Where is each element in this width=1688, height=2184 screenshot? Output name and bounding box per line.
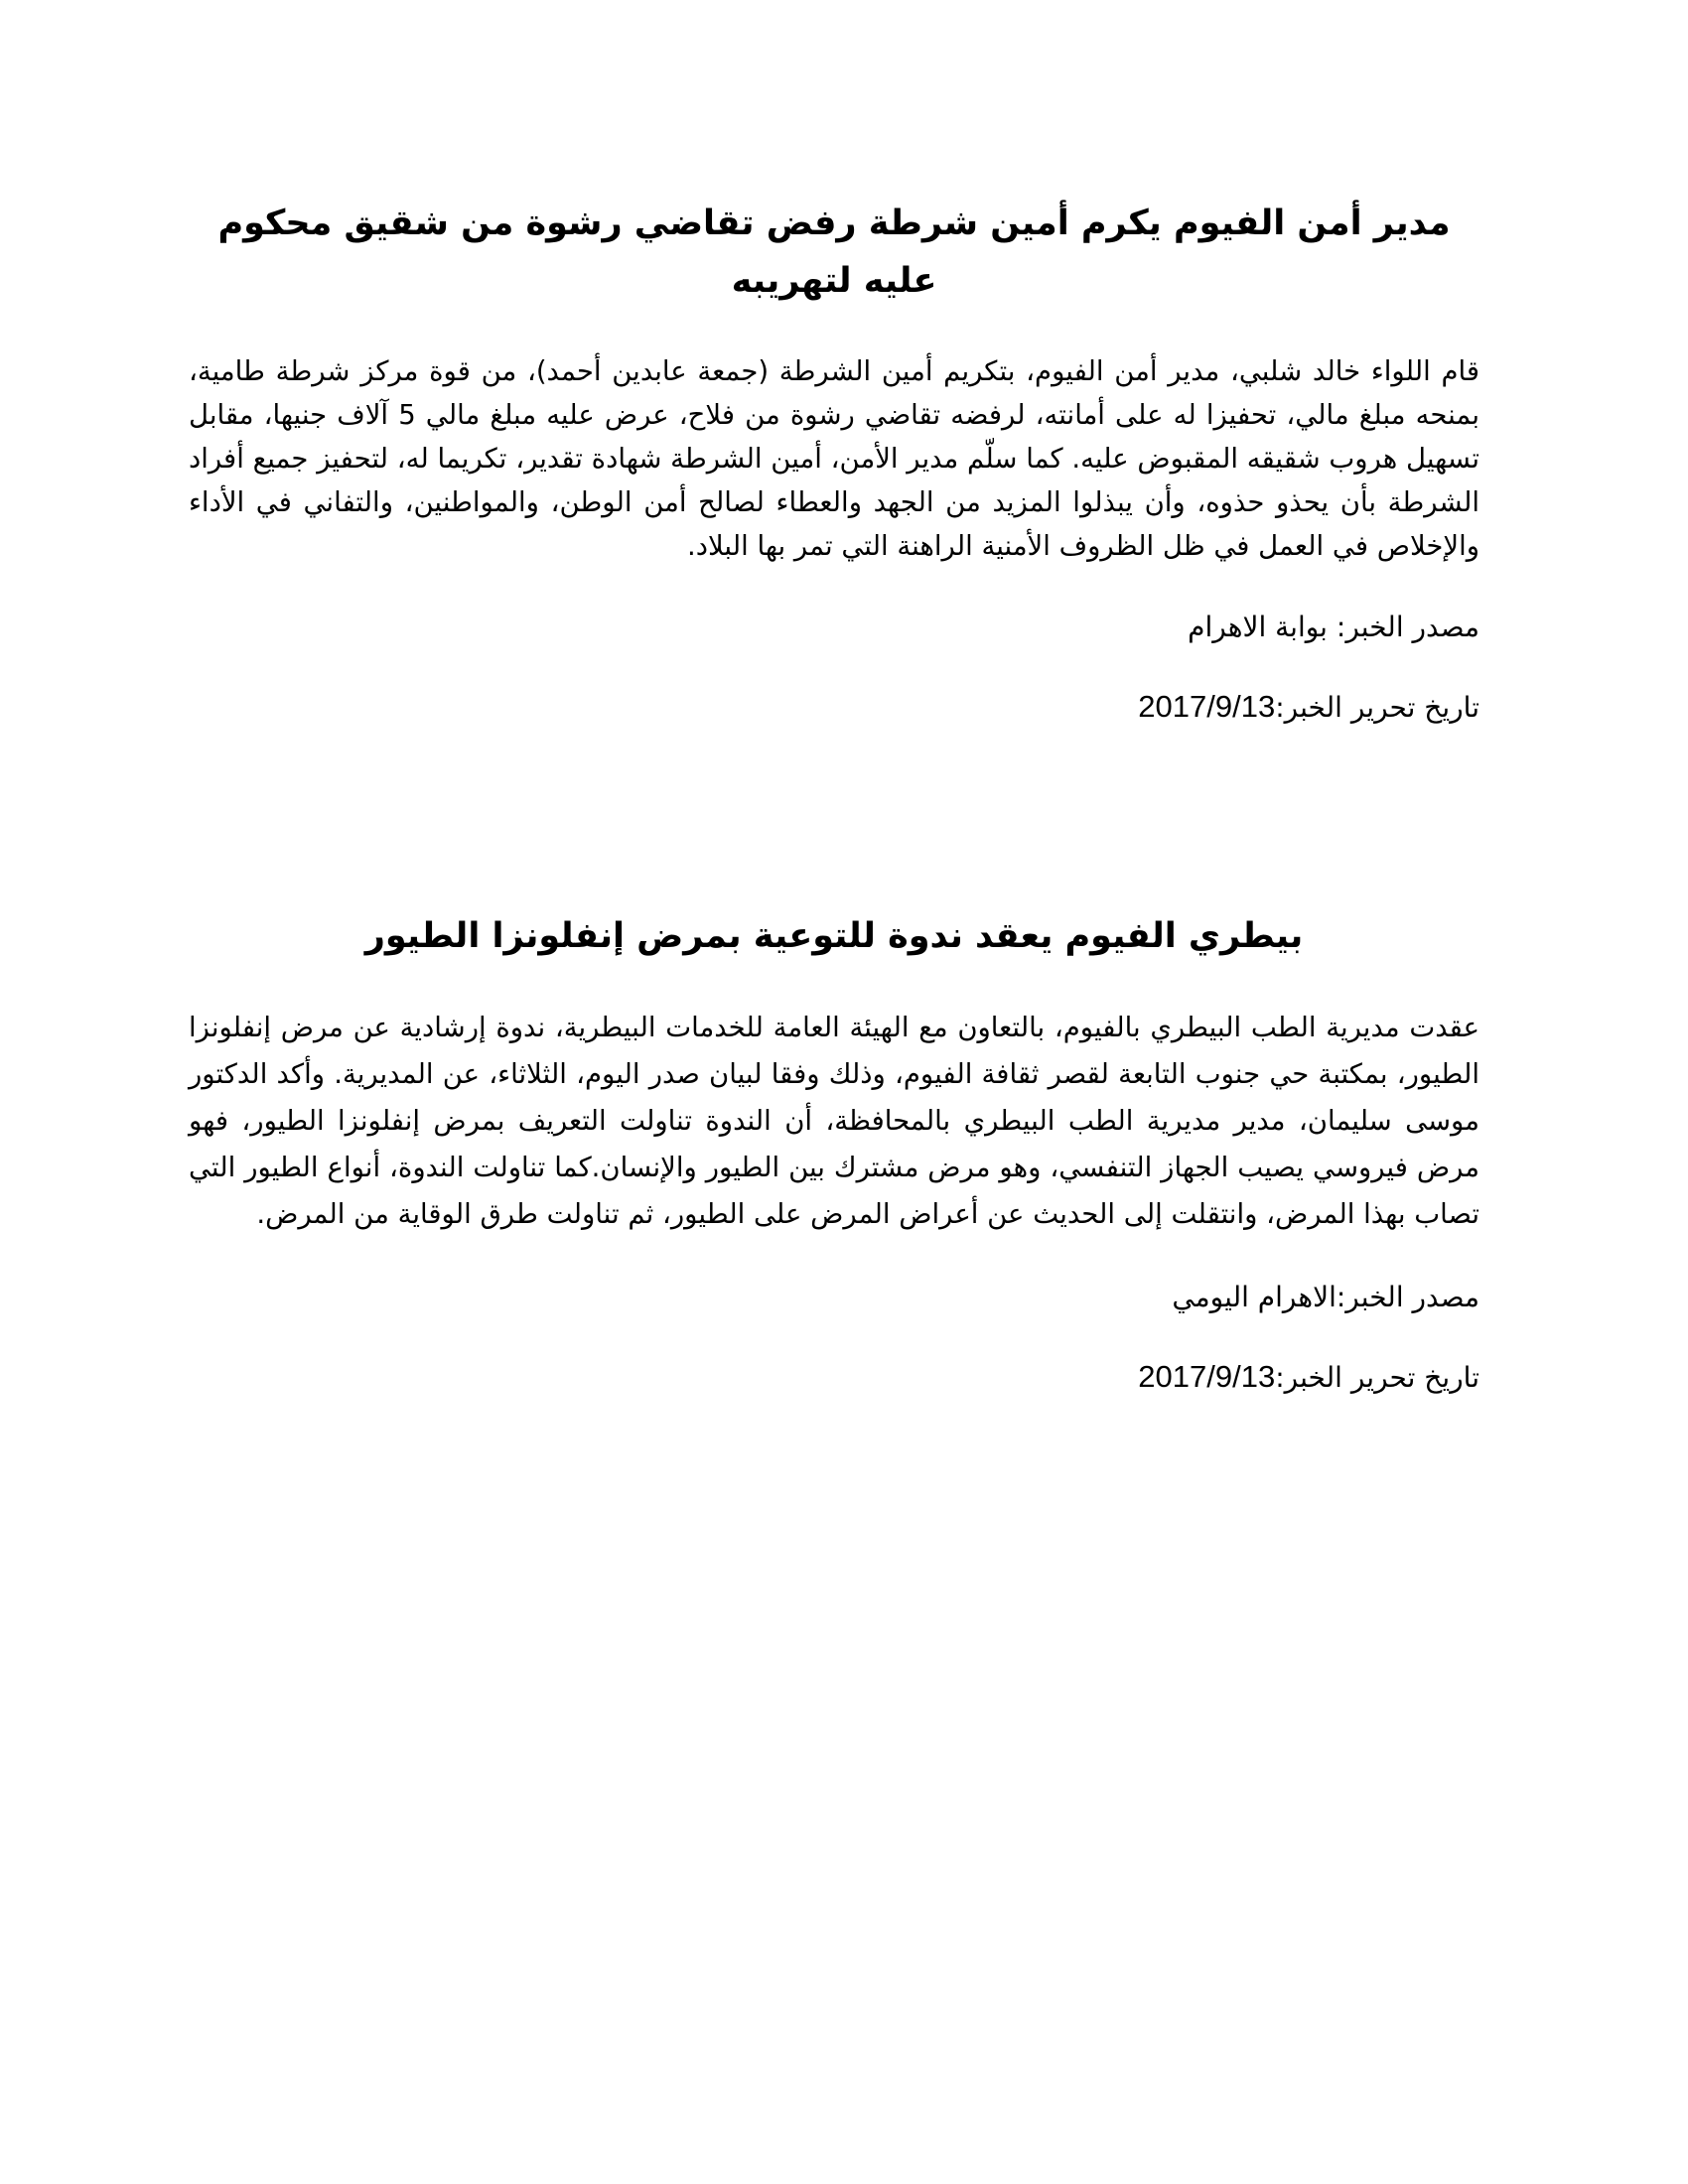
article-body: قام اللواء خالد شلبي، مدير أمن الفيوم، بتكريم أمين الشرطة (جمعة عابدين أحمد)، من قوة مركز شرطة طامية، بمنحه مبلغ مالي، تحفيزا له على أمانته، لرفضه تقاضي رشوة من فلاح، عرض عليه مبلغ مالي 5 آلاف جنيها، مقابل تسهيل هروب شقيقه المقبوض عليه. كما سلّم مدير الأمن، أمين الشرطة شهادة تقدير، تكريما له، لتحفيز جميع أفراد الشرطة بأن يحذو حذوه، وأن يبذلوا المزيد من الجهد والعطاء لصالح أمن الوطن، والمواطنين، والتفاني في الأداء والإخلاص في العمل في ظل الظروف الأمنية الراهنة التي تمر بها البلاد. xyxy=(189,355,1479,562)
news-date-value: 2017/9/13 xyxy=(1138,689,1276,724)
article-body: عقدت مديرية الطب البيطري بالفيوم، بالتعاون مع الهيئة العامة للخدمات البيطرية، ندوة إرشادية عن مرض إنفلونزا الطيور، بمكتبة حي جنوب التابعة لقصر ثقافة الفيوم، وذلك وفقا لبيان صدر اليوم، الثلاثاء، عن المديرية. وأكد الدكتور موسى سليمان، مدير مديرية الطب البيطري بالمحافظة، أن الندوة تناولت التعريف بمرض إنفلونزا الطيور، فهو مرض فيروسي يصيب الجهاز التنفسي، وهو مرض مشترك بين الطيور والإنسان.كما تناولت الندوة، أنواع الطيور التي تصاب بهذا المرض، وانتقلت إلى الحديث عن أعراض المرض على الطيور، ثم تناولت طرق الوقاية من المرض. xyxy=(189,1012,1479,1230)
news-source-value: بوابة الاهرام xyxy=(1188,611,1328,643)
news-source-value: الاهرام اليومي xyxy=(1172,1281,1336,1313)
news-source xyxy=(189,1278,1479,1317)
news-source xyxy=(189,608,1479,647)
news-article xyxy=(189,907,1479,1398)
news-source-label: مصدر الخبر: xyxy=(1327,611,1479,643)
news-source-label: مصدر الخبر: xyxy=(1336,1281,1479,1313)
news-article xyxy=(189,195,1479,728)
news-date xyxy=(189,1357,1479,1398)
article-headline: مدير أمن الفيوم يكرم أمين شرطة رفض تقاضي رشوة من شقيق محكوم عليه لتهريبه xyxy=(217,204,1451,301)
news-date xyxy=(189,687,1479,728)
news-date-label: تاريخ تحرير الخبر: xyxy=(1275,1361,1479,1394)
article-headline: بيطري الفيوم يعقد ندوة للتوعية بمرض إنفلونزا الطيور xyxy=(364,916,1304,956)
news-date-label: تاريخ تحرير الخبر: xyxy=(1275,691,1479,724)
news-date-value: 2017/9/13 xyxy=(1138,1359,1276,1394)
